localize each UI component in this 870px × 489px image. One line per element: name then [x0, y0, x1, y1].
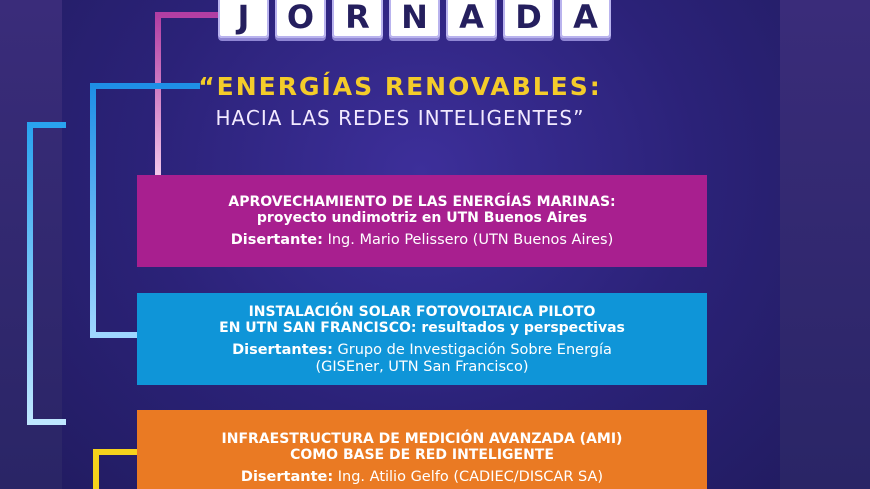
talk-card-solar-pv [137, 293, 707, 385]
title-letter-tile: J [218, 0, 269, 38]
talk-speaker [137, 342, 707, 376]
speaker-label: Disertante: [230, 232, 323, 248]
talk-title-line-1: APROVECHAMIENTO DE LAS ENERGÍAS MARINAS: [228, 194, 616, 210]
speaker-label: Disertantes: [232, 342, 333, 358]
speaker-name: Ing. Atilio Gelfo (CADIEC/DISCAR SA) [337, 469, 604, 485]
speaker-affiliation: (GISEner, UTN San Francisco) [315, 359, 529, 375]
talk-title-line-2: proyecto undimotriz en UTN Buenos Aires [256, 210, 588, 226]
speaker-name: Grupo de Investigación Sobre Energía [337, 342, 612, 358]
speaker-name: Ing. Mario Pelissero (UTN Buenos Aires) [327, 232, 614, 248]
talk-title-line-1: INFRAESTRUCTURA DE MEDICIÓN AVANZADA (AMI) [221, 431, 623, 447]
speaker-label: Disertante: [240, 469, 334, 485]
talk-card-marine-energy [137, 175, 707, 267]
talk-title-line-1: INSTALACIÓN SOLAR FOTOVOLTAICA PILOTO [248, 304, 596, 320]
title-letter-tile: A [560, 0, 611, 38]
talk-card-ami [137, 410, 707, 489]
talk-speaker [137, 232, 707, 249]
yellow-connector [96, 452, 137, 489]
talk-speaker [137, 469, 707, 486]
title-jornada [218, 0, 611, 44]
talk-title-line-2: COMO BASE DE RED INTELIGENTE [290, 447, 554, 463]
title-letter-tile: N [389, 0, 440, 38]
title-letter-tile: A [446, 0, 497, 38]
light-blue-connector [30, 125, 66, 422]
talk-title-line-2: EN UTN SAN FRANCISCO: resultados y perspectivas [219, 320, 625, 336]
event-subtitle-line-1: “ENERGÍAS RENOVABLES: [198, 72, 602, 101]
title-letter-tile: R [332, 0, 383, 38]
title-letter-tile: O [275, 0, 326, 38]
title-letter-tile: D [503, 0, 554, 38]
event-subtitle-line-2: HACIA LAS REDES INTELIGENTES” [215, 106, 585, 130]
